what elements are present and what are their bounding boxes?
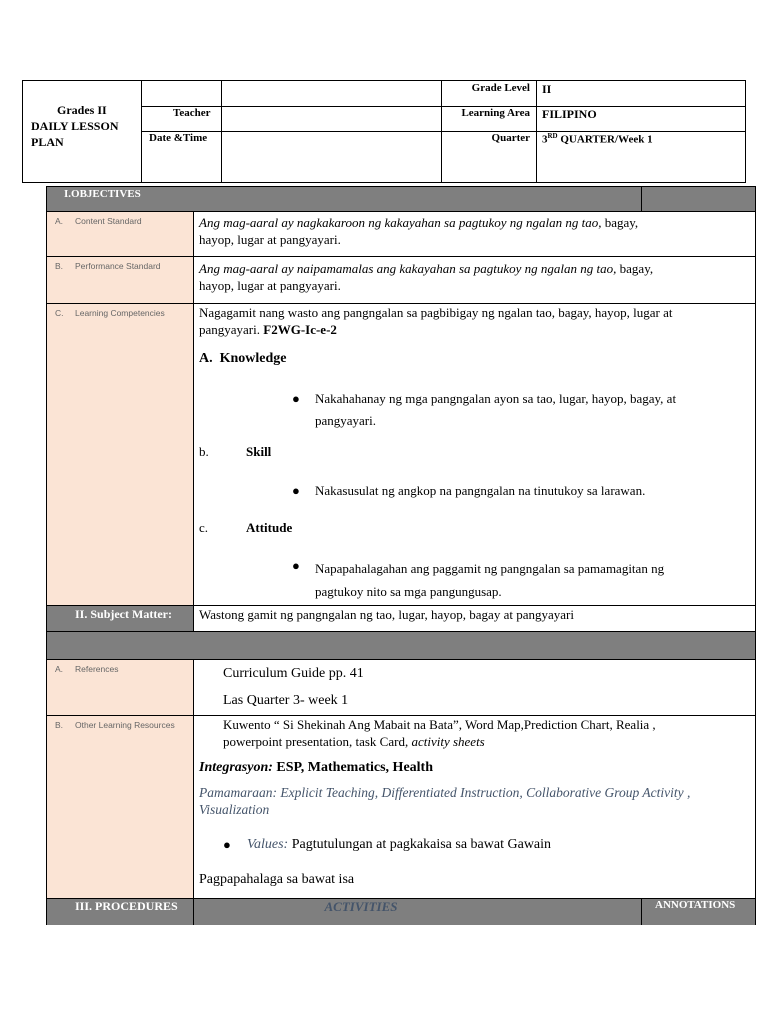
objectives-heading-row — [47, 187, 755, 212]
learning-competencies-label: C. Learning Competencies — [55, 308, 165, 318]
performance-standard-label: B. Performance Standard — [55, 261, 161, 271]
learning-area-label: Learning Area — [461, 107, 530, 119]
attitude-heading: Attitude — [246, 520, 293, 535]
skill-item: Nakasusulat ng angkop na pangngalan na tinutukoy sa larawan. — [315, 483, 646, 498]
quarter-label: Quarter — [491, 132, 530, 144]
content-standard-row — [47, 212, 755, 257]
objectives-heading: I.OBJECTIVES — [64, 188, 141, 200]
subject-matter-row — [47, 606, 755, 632]
skill-letter: b. — [199, 444, 209, 459]
attitude-item: Napapahalagahan ang paggamit ng pangngalan sa pamamagitan ng pagtukoy nito sa mga pangungusap. — [315, 561, 665, 599]
plan-title: Grades II DAILY LESSON PLAN — [31, 103, 119, 149]
integration-text: Integrasyon: ESP, Mathematics, Health — [199, 760, 433, 775]
bullet-icon: ● — [292, 558, 300, 573]
values-text: Values: Pagtutulungan at pagkakaisa sa bawat Gawain — [247, 837, 552, 852]
grade-level-value: II — [542, 82, 552, 96]
knowledge-item: Nakahahanay ng mga pangngalan ayon sa tao, lugar, hayop, bagay, at pangyayari. — [315, 391, 677, 428]
activities-heading: ACTIVITIES — [324, 899, 398, 914]
quarter-value: 3RD QUARTER/Week 1 — [542, 132, 653, 146]
learning-competencies-row — [47, 304, 755, 606]
other-resources-label: B. Other Learning Resources — [55, 720, 175, 730]
annotations-heading: ANNOTATIONS — [655, 899, 736, 911]
bullet-icon: ● — [223, 837, 231, 852]
method-text: Pamamaraan: Explicit Teaching, Differentiated Instruction, Collaborative Group Activity , Visualization — [199, 785, 691, 817]
procedures-row — [47, 899, 755, 925]
references-label: A. References — [55, 664, 119, 674]
procedures-heading: III. PROCEDURES — [75, 899, 178, 913]
bullet-icon: ● — [292, 483, 300, 498]
header-table — [22, 80, 746, 183]
knowledge-heading: A. Knowledge — [199, 351, 287, 366]
grade-level-label: Grade Level — [471, 82, 530, 94]
attitude-letter: c. — [199, 520, 209, 535]
subject-matter-heading: II. Subject Matter: — [75, 607, 172, 621]
teacher-label: Teacher — [173, 107, 211, 119]
gray-separator-row — [47, 632, 755, 660]
resources-text: Kuwento “ Si Shekinah Ang Mabait na Bata”, Word Map,Prediction Chart, Realia , powerpoint presentation, task Card, activity sheets — [223, 717, 656, 749]
subject-matter-text: Wastong gamit ng pangngalan ng tao, lugar, hayop, bagay at pangyayari — [199, 607, 574, 622]
content-standard-text: Ang mag-aaral ay nagkakaroon ng kakayahan sa pagtukoy ng ngalan ng tao, bagay, hayop, lugar at pangyayari. — [199, 215, 639, 247]
learning-area-value: FILIPINO — [542, 107, 597, 121]
lesson-plan-table — [46, 186, 756, 925]
content-standard-label: A. Content Standard — [55, 216, 142, 226]
skill-heading: Skill — [246, 444, 272, 459]
other-resources-row — [47, 716, 755, 899]
competency-text: Nagagamit nang wasto ang pangngalan sa pagbibigay ng ngalan tao, bagay, hayop, lugar at pangyayari. F2WG-Ic-e-2 — [199, 305, 673, 337]
bullet-icon: ● — [292, 391, 300, 406]
performance-standard-text: Ang mag-aaral ay naipamamalas ang kakayahan sa pagtukoy ng ngalan ng tao, bagay, hayop, lugar at pangyayari. — [199, 261, 654, 293]
appreciation-text: Pagpapahalaga sa bawat isa — [199, 872, 355, 887]
references-row — [47, 660, 755, 716]
performance-standard-row — [47, 257, 755, 304]
references-text: Curriculum Guide pp. 41 Las Quarter 3- week 1 — [223, 666, 364, 708]
datetime-label: Date &Time — [149, 132, 208, 144]
